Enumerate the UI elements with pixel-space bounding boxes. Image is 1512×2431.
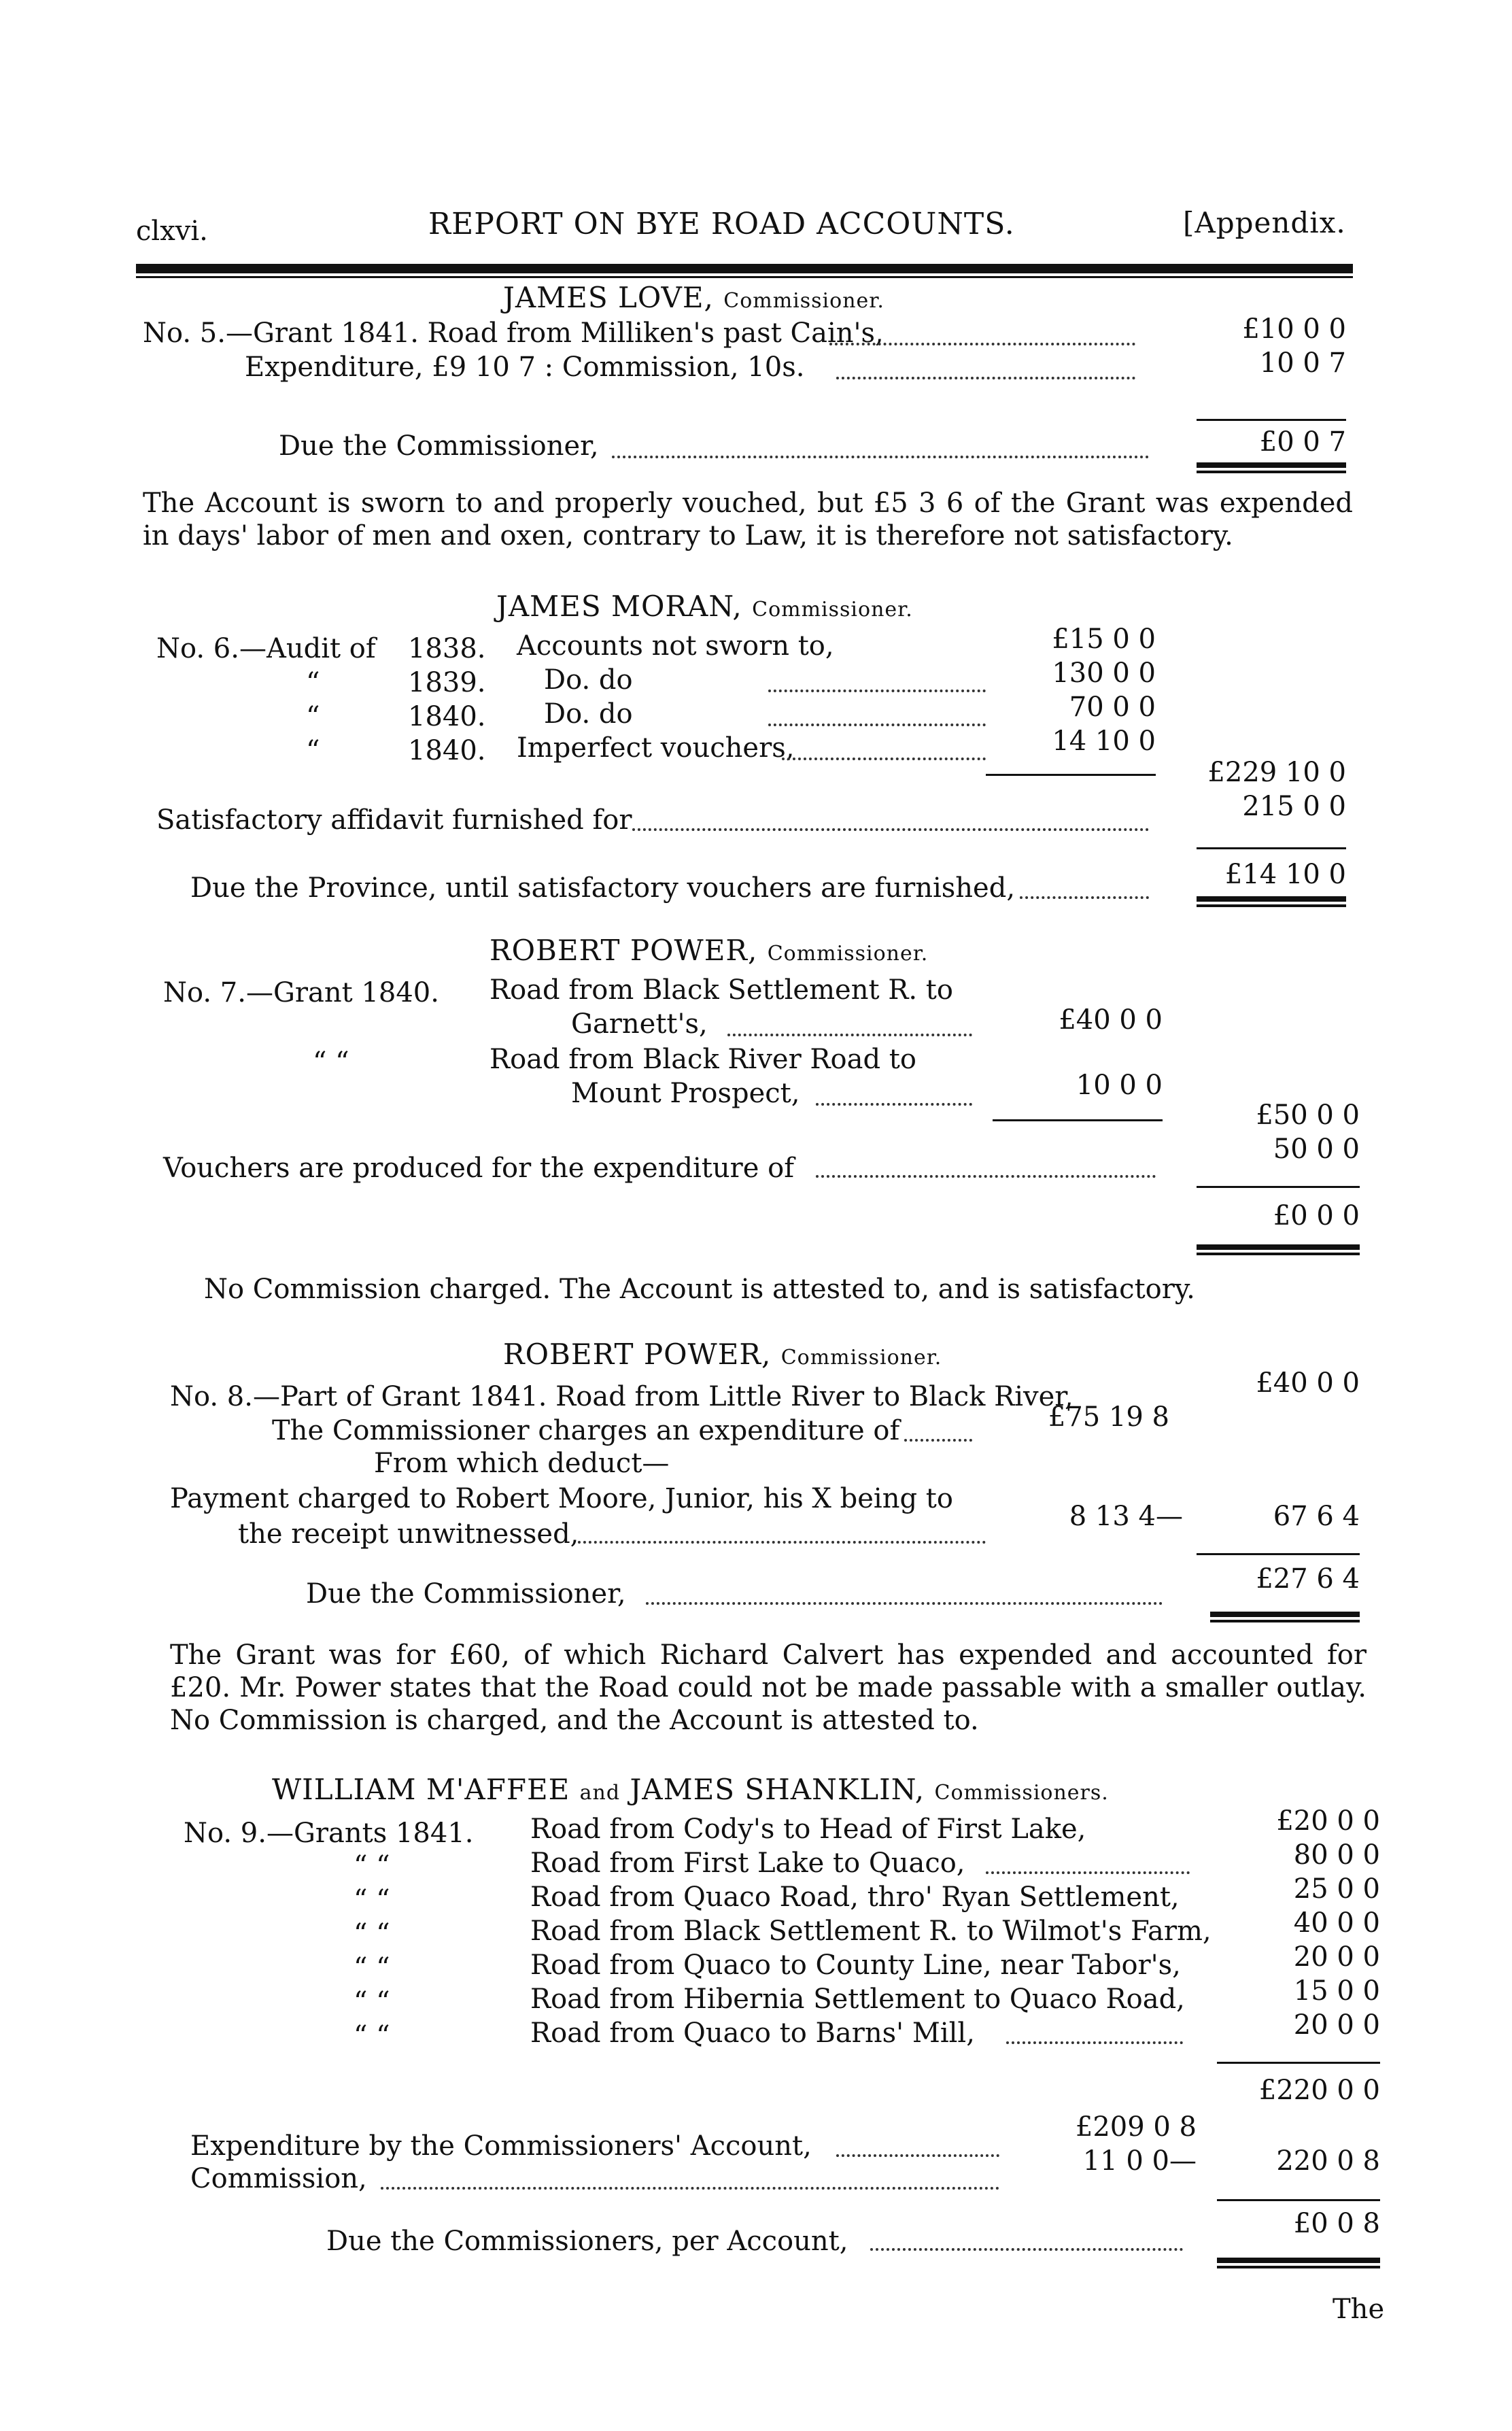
maffee-row-prefix: “ “ bbox=[354, 1986, 390, 2018]
maffee-row-prefix: No. 9.—Grants 1841. bbox=[184, 1818, 474, 1849]
moran-row-prefix: “ bbox=[306, 735, 320, 766]
leader-dots bbox=[986, 1869, 1190, 1874]
moran-row-amount: £15 0 0 bbox=[1052, 624, 1156, 655]
leader-dots bbox=[829, 340, 1135, 345]
maffee-row-amount: 25 0 0 bbox=[1293, 1873, 1380, 1905]
power7-vouchers-amount: 50 0 0 bbox=[1273, 1134, 1360, 1165]
moran-row-year: 1840. bbox=[408, 735, 486, 766]
leader-dots bbox=[870, 2245, 1183, 2251]
double-rule bbox=[1197, 471, 1346, 473]
power8-due-label: Due the Commissioner, bbox=[306, 1578, 626, 1610]
power7-commissioner-name: ROBERT POWER, bbox=[489, 934, 758, 967]
moran-row-year: 1839. bbox=[408, 667, 486, 698]
moran-row-desc: Imperfect vouchers, bbox=[517, 732, 795, 764]
power7-row-desc: Road from Black River Road to bbox=[489, 1044, 916, 1075]
maffee-row-desc: Road from Hibernia Settlement to Quaco Road, bbox=[530, 1984, 1185, 2015]
maffee-commissioner-name2: JAMES SHANKLIN, bbox=[630, 1773, 925, 1806]
double-rule bbox=[1210, 1620, 1360, 1622]
double-rule bbox=[1197, 1244, 1360, 1250]
love-expenditure-amount: 10 0 7 bbox=[1259, 347, 1346, 379]
power7-row-prefix: No. 7.—Grant 1840. bbox=[163, 977, 439, 1008]
double-rule bbox=[1210, 1612, 1360, 1617]
leader-dots bbox=[782, 755, 986, 760]
moran-affidavit-label: Satisfactory affidavit furnished for bbox=[156, 804, 632, 836]
power7-balance: £0 0 0 bbox=[1273, 1200, 1360, 1231]
double-rule bbox=[1217, 2258, 1380, 2263]
power7-row-desc-cont: Mount Prospect, bbox=[571, 1078, 800, 1109]
maffee-row-prefix: “ “ bbox=[354, 1884, 390, 1916]
maffee-row-amount: £20 0 0 bbox=[1276, 1805, 1380, 1837]
power8-grant-line: No. 8.—Part of Grant 1841. Road from Little River to Black River, bbox=[170, 1381, 1073, 1412]
moran-row-year: 1840. bbox=[408, 701, 486, 732]
moran-row-desc: Do. do bbox=[544, 664, 633, 696]
power8-commissioner-heading bbox=[503, 1338, 942, 1374]
maffee-row-desc: Road from First Lake to Quaco, bbox=[530, 1848, 965, 1879]
moran-commissioner-title: Commissioner. bbox=[752, 598, 913, 622]
love-commissioner-title: Commissioner. bbox=[723, 289, 884, 313]
leader-dots bbox=[836, 2152, 999, 2157]
love-note: The Account is sworn to and properly vouched, but £5 3 6 of the Grant was expended in days' labor of men and oxen, contrary to Law, it is therefore not satisfactory. bbox=[143, 488, 1353, 551]
moran-row-amount: 14 10 0 bbox=[1052, 726, 1156, 757]
maffee-row-prefix: “ “ bbox=[354, 2020, 390, 2052]
leader-dots bbox=[727, 1031, 972, 1036]
sum-rule bbox=[1197, 419, 1346, 421]
love-due-amount: £0 0 7 bbox=[1259, 426, 1346, 458]
power7-row-prefix: “ “ bbox=[313, 1047, 349, 1078]
maffee-commission-amount: 11 0 0— bbox=[1082, 2145, 1197, 2177]
maffee-total: £220 0 0 bbox=[1258, 2075, 1380, 2106]
love-grant-line: No. 5.—Grant 1841. Road from Milliken's past Cain's, bbox=[143, 318, 884, 349]
maffee-row-amount: 20 0 0 bbox=[1293, 2009, 1380, 2041]
maffee-commission-label: Commission, bbox=[190, 2163, 367, 2194]
leader-dots bbox=[632, 826, 1149, 831]
power8-payment-amount: 8 13 4— bbox=[1069, 1501, 1183, 1532]
power8-commissioner-title: Commissioner. bbox=[780, 1346, 942, 1370]
power8-expenditure-line: The Commissioner charges an expenditure of bbox=[272, 1415, 900, 1446]
moran-commissioner-heading bbox=[496, 590, 913, 626]
moran-row-prefix: No. 6.—Audit of bbox=[156, 633, 376, 664]
maffee-row-desc: Road from Quaco Road, thro' Ryan Settlement, bbox=[530, 1882, 1180, 1913]
moran-row-amount: 130 0 0 bbox=[1052, 658, 1156, 689]
moran-row-desc: Do. do bbox=[544, 698, 633, 730]
power7-commissioner-heading bbox=[489, 934, 928, 970]
maffee-expenditure-label: Expenditure by the Commissioners' Account, bbox=[190, 2130, 812, 2162]
maffee-commissioner-title: Commissioners. bbox=[934, 1781, 1109, 1805]
maffee-row-amount: 15 0 0 bbox=[1293, 1975, 1380, 2007]
love-commissioner-heading bbox=[503, 282, 884, 318]
leader-dots bbox=[381, 2184, 999, 2190]
maffee-commission-total: 220 0 8 bbox=[1276, 2145, 1380, 2177]
double-rule bbox=[1197, 904, 1346, 907]
sum-rule bbox=[1217, 2199, 1380, 2201]
maffee-expenditure-amount: £209 0 8 bbox=[1075, 2111, 1197, 2143]
double-rule bbox=[1217, 2266, 1380, 2268]
moran-row-amount: 70 0 0 bbox=[1069, 692, 1156, 723]
power7-row-desc-cont: Garnett's, bbox=[571, 1008, 708, 1040]
maffee-commissioner-heading bbox=[272, 1773, 1109, 1809]
power8-payment-line-cont: the receipt unwitnessed, bbox=[238, 1518, 579, 1550]
power8-payment-line: Payment charged to Robert Moore, Junior, his X being to bbox=[170, 1483, 953, 1514]
maffee-row-prefix: “ “ bbox=[354, 1918, 390, 1950]
love-due-label: Due the Commissioner, bbox=[279, 430, 599, 462]
power8-expenditure-amount: £75 19 8 bbox=[1048, 1401, 1169, 1433]
power8-grant-amount: £40 0 0 bbox=[1256, 1367, 1360, 1399]
maffee-and: and bbox=[579, 1781, 621, 1805]
power8-due-amount: £27 6 4 bbox=[1256, 1563, 1360, 1595]
leader-dots bbox=[816, 1172, 1156, 1178]
maffee-due-label: Due the Commissioners, per Account, bbox=[326, 2226, 848, 2257]
power8-payment-total: 67 6 4 bbox=[1273, 1501, 1360, 1532]
moran-total: £229 10 0 bbox=[1207, 757, 1346, 788]
power7-commissioner-title: Commissioner. bbox=[767, 942, 929, 966]
love-grant-amount: £10 0 0 bbox=[1242, 313, 1346, 345]
power7-row-amount: 10 0 0 bbox=[1076, 1070, 1163, 1101]
maffee-row-amount: 40 0 0 bbox=[1293, 1907, 1380, 1939]
power8-note: The Grant was for £60, of which Richard Calvert has expended and accounted for £20. Mr. Power states that the Road could not be made passable with a smaller outlay. No Commission is charged, and the Account is attested to. bbox=[170, 1639, 1367, 1736]
maffee-row-prefix: “ “ bbox=[354, 1952, 390, 1984]
power7-vouchers-label: Vouchers are produced for the expenditure of bbox=[163, 1153, 795, 1184]
sum-rule bbox=[1197, 1553, 1360, 1555]
moran-row-prefix: “ bbox=[306, 701, 320, 732]
leader-dots bbox=[816, 1100, 972, 1106]
maffee-row-desc: Road from Cody's to Head of First Lake, bbox=[530, 1814, 1086, 1845]
maffee-row-desc: Road from Quaco to Barns' Mill, bbox=[530, 2018, 975, 2049]
maffee-row-prefix: “ “ bbox=[354, 1850, 390, 1882]
maffee-row-amount: 20 0 0 bbox=[1293, 1941, 1380, 1973]
leader-dots bbox=[768, 687, 986, 692]
sum-rule bbox=[1197, 847, 1346, 849]
section-label: [Appendix. bbox=[1183, 206, 1346, 239]
double-rule bbox=[1197, 1253, 1360, 1255]
maffee-due-amount: £0 0 8 bbox=[1293, 2208, 1380, 2239]
power7-note: No Commission charged. The Account is attested to, and is satisfactory. bbox=[204, 1274, 1195, 1305]
page-number: clxvi. bbox=[136, 216, 208, 247]
love-expenditure-line: Expenditure, £9 10 7 : Commission, 10s. bbox=[245, 352, 805, 383]
maffee-row-amount: 80 0 0 bbox=[1293, 1839, 1380, 1871]
leader-dots bbox=[612, 453, 1149, 458]
leader-dots bbox=[578, 1538, 986, 1544]
leader-dots bbox=[904, 1436, 972, 1442]
moran-row-prefix: “ bbox=[306, 667, 320, 698]
maffee-row-desc: Road from Black Settlement R. to Wilmot's Farm, bbox=[530, 1916, 1212, 1947]
love-commissioner-name: JAMES LOVE, bbox=[503, 281, 714, 314]
power8-commissioner-name: ROBERT POWER, bbox=[503, 1338, 772, 1371]
sum-rule bbox=[986, 774, 1156, 776]
sum-rule bbox=[1217, 2062, 1380, 2064]
header-rule-thin bbox=[136, 276, 1353, 278]
leader-dots bbox=[1006, 2039, 1183, 2044]
moran-row-year: 1838. bbox=[408, 633, 486, 664]
moran-due-amount: £14 10 0 bbox=[1224, 859, 1346, 890]
power8-deduct-line: From which deduct— bbox=[374, 1448, 670, 1479]
page-title: REPORT ON BYE ROAD ACCOUNTS. bbox=[428, 207, 1015, 241]
maffee-row-desc: Road from Quaco to County Line, near Tabor's, bbox=[530, 1950, 1181, 1981]
leader-dots bbox=[1020, 894, 1149, 899]
header-rule-thick bbox=[136, 264, 1353, 273]
leader-dots bbox=[646, 1599, 1163, 1605]
leader-dots bbox=[768, 721, 986, 726]
catchword: The bbox=[1333, 2294, 1385, 2325]
power7-total: £50 0 0 bbox=[1256, 1100, 1360, 1131]
moran-row-desc: Accounts not sworn to, bbox=[517, 630, 834, 662]
maffee-commissioner-name: WILLIAM M'AFFEE bbox=[272, 1773, 570, 1806]
double-rule bbox=[1197, 462, 1346, 468]
double-rule bbox=[1197, 896, 1346, 902]
sum-rule bbox=[1197, 1186, 1360, 1188]
moran-due-label: Due the Province, until satisfactory vouchers are furnished, bbox=[190, 872, 1016, 904]
moran-affidavit-amount: 215 0 0 bbox=[1242, 791, 1346, 822]
leader-dots bbox=[836, 374, 1135, 379]
sum-rule bbox=[993, 1119, 1163, 1121]
moran-commissioner-name: JAMES MORAN, bbox=[496, 590, 742, 623]
power7-row-desc: Road from Black Settlement R. to bbox=[489, 974, 953, 1006]
power7-row-amount: £40 0 0 bbox=[1059, 1004, 1163, 1036]
